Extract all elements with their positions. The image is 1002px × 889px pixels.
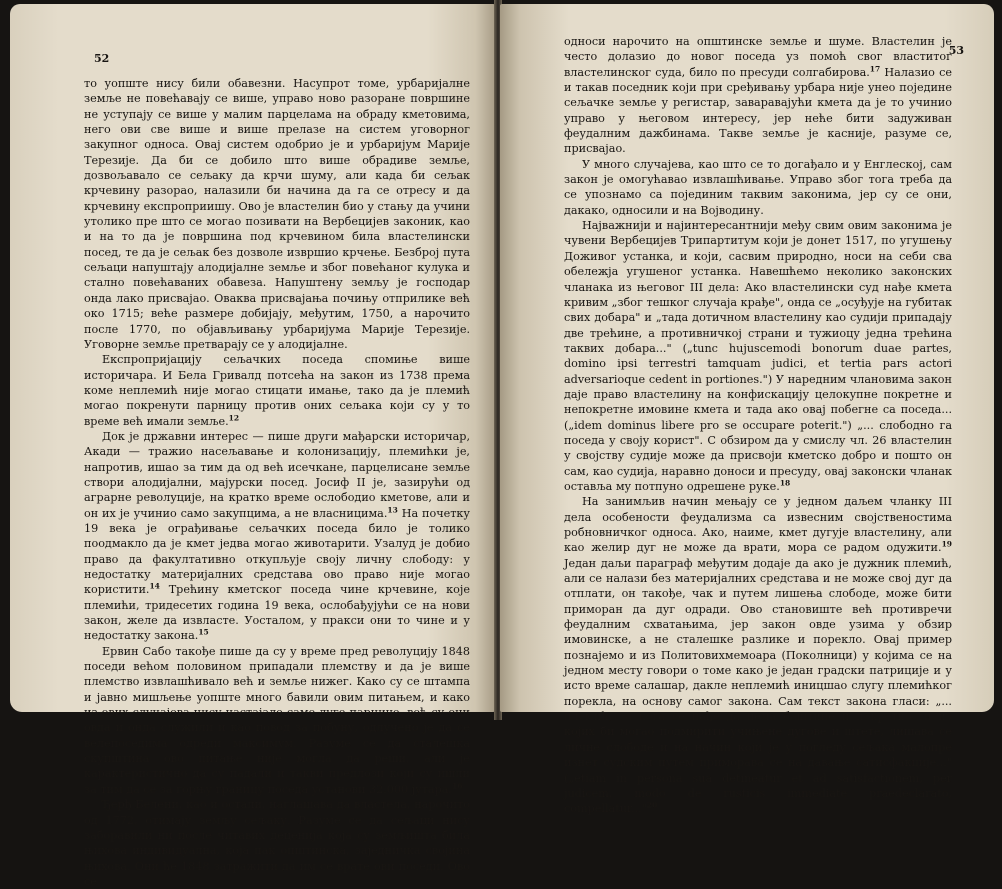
right-page-text	[564, 34, 952, 817]
paragraph: Експропријацију сељачких поседа спомиње више историчара. И Бела Гривалд потсећа на закон из 1738 према коме неплемић није могао стицати имање, тако да је племић могао покренути парницу против оних сељака који су у то време већ имали земље.$^{12}$	[84, 353, 470, 428]
footnote-marker[interactable]: 15	[198, 627, 209, 637]
footnote-marker[interactable]: 14	[149, 581, 160, 591]
paragraph: Ђерђ Белени, као и остали, наглашава да властела, нарочито од 1772, отимају земљу сељаку. Разуме се да сељаци нису заборавили ни после читавих деценија која су земљишта била њихова индивидуална, која пак општинска, заједничка својина њихова. Они ће 1848 затражити да им се врате ови поседи. Ово се	[84, 798, 470, 888]
paragraph: У много случајева, као што се то догађало и у Енглеској, сам закон је омогућавао извлашћивање. Управо због тога треба да се упознамо са појединим таквим законима, јер су се они, дакако, односили и на Војводину.	[564, 157, 952, 217]
paragraph: то уопште нису били обавезни. Насупрот томе, урбаријалне земље не повећавају се више, управо ново разоране површине не уступају се више у малим парцелама на обраду кметовима, него ови све више и више прелазе на систем уговорног закупног односа. Овај систем одобрио је и урбаријум Марије Терезије. Да би се добило што више обрадиве земље, дозвољавало се сељаку да крчи шуму, али када би сељак крчевину разорао, налазили би начина да га се отресу и да крчевину експроприишу. Ово је властелин био у стању да учини утолико пре што се могао позивати на Вербецијев законик, као и на то да је површина под крчевином била властелински посед, те да је сељак без дозволе извршио крчење. Безброј пута сељаци напуштају алодијалне земље и због повећаног кулука и стално повећаваних обавеза. Напуштену земљу је господар онда лако присвајао. Оваква присвајања почињу отприлике већ око 1715; веће размере добијају, међутим, 1750, а нарочито после 1770, по објављивању урбаријума Марије Терезије. Уговорне земље претварају се у алодијалне.	[84, 77, 470, 351]
footnote-marker[interactable]: 20	[646, 800, 658, 810]
paragraph: Најважнији и најинтересантнији међу свим овим законима је чувени Вербецијев Трипартитум који је донет 1517, по угушењу Доживог устанка, и који, сасвим природно, носи на себи сва обележја угушеног устанка. Навешћемо неколико законских чланака из његовог III дела: Ако властелински суд нађе кмета кривим „због тешког случаја крађе", онда се „осуђује на губитак свих добара" и „тада дотичном властелину као судији припадају две трећине, а противничкој страни и тужиоцу једна трећина таквих добара..." („tunc hujuscemodi bonorum duae partes, domino ipsi terrestri tamquam judici, et tertia pars actori adversarioque cedent in portiones.") У наредним члановима закон даје право властелину на конфискацију целокупне покретне и непокретне имовине кмета и тада ако овај побегне са поседа... („idem dominus libere pro se occupare poterit.") „... слободно га поседа у своју корист". С обзиром да у смислу чл. 26 властелин у својству судије може да присвоји кметско добро и пошто он сам, као судија, наравно доноси и пресуду, овај законски чланак оставља му потпуно одрешене руке.$^{18}$	[564, 219, 952, 493]
left-page	[10, 4, 495, 888]
footnote-marker[interactable]: 17	[869, 63, 881, 73]
page-number-left: 52	[94, 52, 110, 65]
paragraph: Док је државни интерес — пише други мађарски историчар, Акади — тражио насељавање и колонизацију, племићки је, напротив, ишао за тим да од већ исечкане, парцелисане земље створи алодијални, мајурски посед. Јосиф II је, зазирући од аграрне револуције, на кратко време ослободио кметове, али и он их је учинио само закупцима, а не власницима.$^{13}$ На почетку 19 века је ограђивање сељачких поседа било је толико поодмакло да је кмет једва могао живот​арити. Узалуд је добио право да факултативно откупљује своју личну слободу: у недостатку материјалних средстава ово право није могао користити.$^{14}$ Трећину кметског поседа чине крчевине, које племићи, тридесетих година 19 века, ослобађујући се на нови закон, желе да извласте. Уосталом, у пракси они то чине и у недостатку закона.$^{15}$	[84, 429, 470, 643]
footnote-marker[interactable]: 19	[941, 539, 952, 549]
right-page	[500, 4, 994, 816]
page-number-right: 53	[948, 44, 964, 57]
paragraph: односи нарочито на општинске земље и шуме. Властелин је често долазио до новог поседа уз помоћ свог властитог властелинског суда, било по пресуди солгабирова.$^{17}$ Налазио се и такав поседник који при сређивању урбара није унео поједине сељачке земље у регистар, заваравајући кмета да је то учинио управо у његовом интересу, јер неће бити задуживан феудалним дажбинама. Такве земље је касније, разуме се, присвајао.	[564, 35, 952, 156]
footnote-marker[interactable]: 12	[228, 412, 240, 422]
left-page-text	[84, 76, 470, 889]
paragraph: На занимљив начин мењају се у једном даљем чланку III дела особености феудализма са извесним својственостима робновничког односа. Ако, наиме, кмет дугује властелину, али као желир дуг не може да врати, мора се радом одужити.$^{19}$ Један даљи параграф међутим додаје да ако је дужник племић, али се налази без материјалних средстава и не може свој дуг да отплати, он такође, чак и путем лишења слободе, може бити приморан да дуг одради. Ово становиште већ противречи феудалним схватањима, јер закон овде узима у обзир имовинске, а не сталешке разлике и порекло. Овај пример познајемо и из Политовихмемоара (Поколници) у којима се на једном месту говори о томе како је један градски патриције и у исто време салашар, дакле неплемић иницшао слугу племићког порекла, на основу самог закона. Сам текст закона гласи: „... племић, за кога се нађе да нема баштине и покретности из којих би могао подмирити учињене дугове и штете, лишава се личне слободе и на начин који је у погледу сељака малопре изнет судским путем приморава се на давање сатисфакције..." („etiam in persona sua detineatur et ad satisfactionem, per judicem, modo de rusticis immediate praedeclarato, compellatur..."$^{20}$	[564, 495, 952, 816]
footnote-marker[interactable]: 13	[387, 504, 398, 514]
paragraph: Ервин Сабо такође пише да су у време пред револуцију 1848 поседи већом половином припадали племству и да је више племство извлашћивало већ и земље нижег. Како су се штампа и јавно мишљење уопште много бавили овим питањем, и како из ових случајева нису настајале само дуге парнице, већ су они овда и онда служили и као повод за побуну, одлучено је да се велепоседима одреди максимум. Разуме се да сталешка скупштина ово питање није могла да реши, али је карактеристично да су падали и такви предлози који су ишли за тим да се за горњу границу поседа установи 32.000 јутара.$^{16}$	[84, 644, 470, 796]
footnote-marker[interactable]: 18	[779, 478, 791, 488]
footnote-marker[interactable]: 16	[451, 781, 463, 791]
